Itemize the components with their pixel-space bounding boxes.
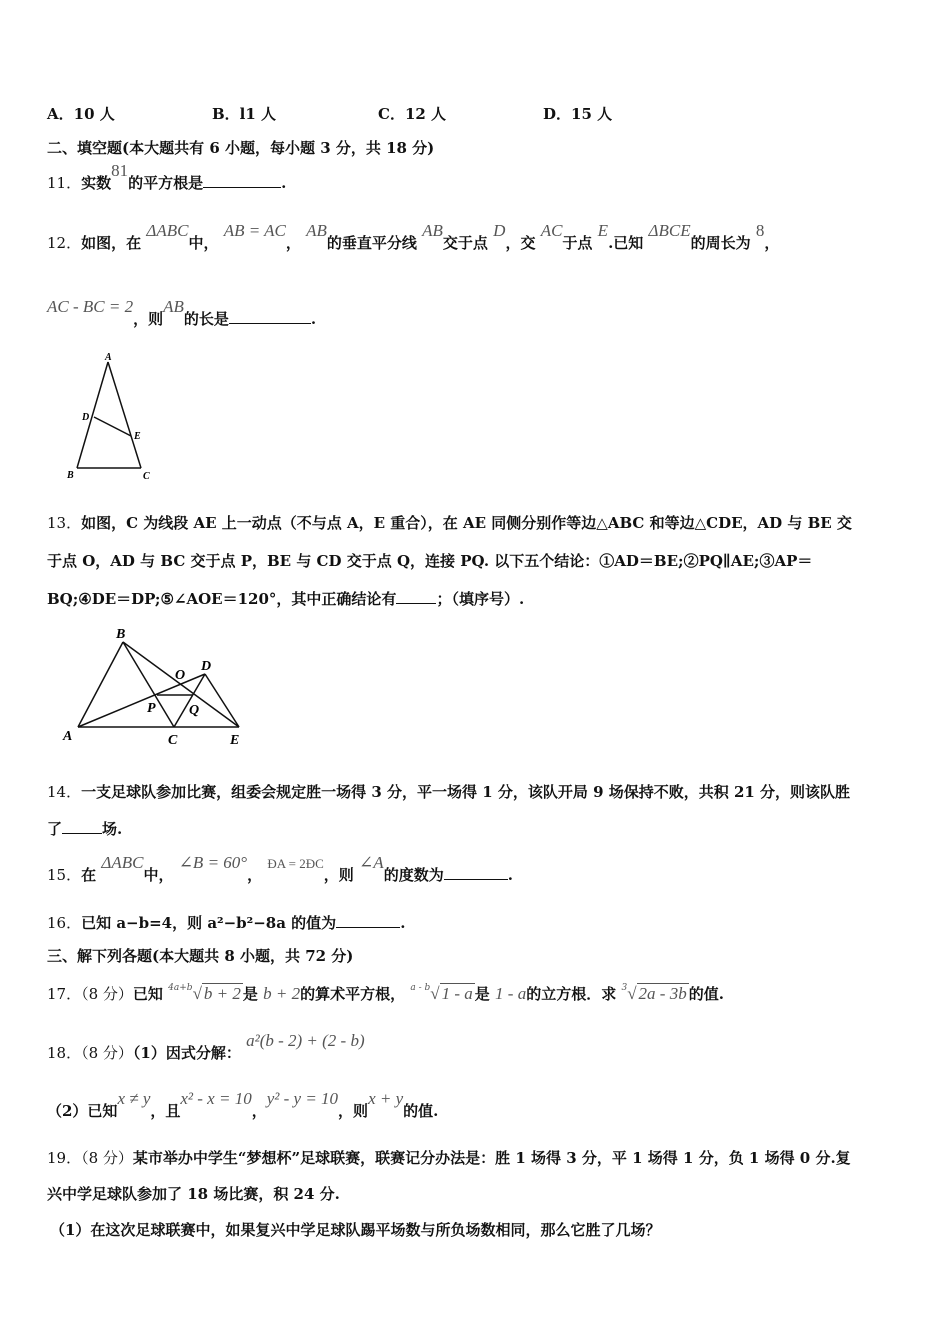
q15-number: 15． [47, 866, 82, 884]
q12-text: .已知 [608, 234, 644, 252]
q17-text: 的立方根．求 [526, 985, 617, 1003]
q15-math: ∠A [359, 853, 384, 872]
fig1-label: E [134, 431, 141, 442]
question-19-part1: （1）在这次足球联赛中，如果复兴中学足球队踢平场数与所负场数相同，那么它胜了几场？ [50, 1221, 661, 1239]
q12-math: AB [163, 297, 184, 316]
question-13-line3 [47, 588, 524, 609]
q14-number: 14． [47, 783, 82, 801]
option-c: C．12 人 [378, 105, 447, 123]
q15-text: ，则 [323, 866, 354, 884]
q19-line1: 某市举办中学生“梦想杯”足球联赛，联赛记分办法是：胜 1 场得 3 分，平 1 场得 1 分，负 1 场得 0 分.复 [132, 1149, 851, 1167]
question-13-line2: 于点 O，AD 与 BC 交于点 P，BE 与 CD 交于点 Q，连接 PQ. 以下五个结论：①AD＝BE;②PQ∥AE;③AP＝ [47, 552, 813, 570]
option-a: A．10 人 [47, 105, 115, 123]
q15-text: 在 [81, 866, 97, 884]
q16-blank [336, 913, 400, 928]
q17-points: （8 分） [81, 985, 133, 1003]
question-18 [47, 1031, 365, 1063]
q12-math: AB = AC [223, 221, 286, 240]
q17-math: b + 2 [263, 984, 301, 1003]
q18-math: a²(b - 2) + (2 - b) [246, 1031, 365, 1050]
q13-line3a: BQ;④DE＝DP;⑤∠AOE＝120°，其中正确结论有 [47, 590, 397, 608]
q17-root-index: 4a+b [168, 983, 193, 993]
q18-text: ，且 [150, 1102, 181, 1120]
q11-blank [203, 173, 281, 188]
q15-math: ÐA = 2ÐC [267, 856, 324, 871]
q18-points: （8 分） [81, 1044, 133, 1062]
q18-math: x² - x = 10 [180, 1089, 252, 1108]
q12-math: ΔABC [146, 221, 189, 240]
question-15: 15．在 ΔABC中， ∠B = 60°， ÐA = 2ÐC，则 ∠A的度数为 . [47, 853, 513, 884]
q18-text: 的值. [403, 1102, 439, 1120]
q12-text: ，则 [133, 310, 164, 328]
fig2-edge [78, 642, 123, 727]
q12-text: 中， [188, 234, 219, 252]
q18-text: ， [251, 1102, 267, 1120]
fig2-label: Q [189, 703, 200, 718]
section-heading-solve: 三、解下列各题(本大题共 8 小题，共 72 分) [47, 947, 354, 965]
q12-math: AB [306, 221, 327, 240]
question-12-cont: AC - BC = 2，则AB的长是 . [47, 297, 317, 328]
q19-points: （8 分） [81, 1149, 133, 1167]
q15-text: 的度数为 [383, 866, 444, 884]
fig2-edge [205, 674, 239, 727]
q12-number: 12． [47, 234, 82, 252]
q11-math: 81 [111, 161, 129, 180]
q17-number: 17． [47, 985, 82, 1003]
q12-text: ，交 [505, 234, 536, 252]
q12-math: E [597, 221, 609, 240]
q18-math: x + y [368, 1089, 404, 1108]
q13-blank [396, 589, 436, 604]
fig2-label: E [230, 733, 240, 748]
q12-text: 的垂直平分线 [326, 234, 417, 252]
q15-text: ， [247, 866, 263, 884]
q14-text: 了 [47, 820, 63, 838]
fig2-label: D [201, 659, 212, 674]
q12-text: 的长是 [183, 310, 229, 328]
q17-radicand: 2a - 3b [638, 984, 687, 1003]
q15-text: 中， [143, 866, 174, 884]
q18-math: y² - y = 10 [266, 1089, 339, 1108]
q12-math: AB [422, 221, 443, 240]
q12-text: ， [285, 234, 301, 252]
q12-text: 交于点 [442, 234, 488, 252]
q17-text: 已知 [132, 985, 163, 1003]
q11-number: 11． [47, 174, 82, 192]
q17-text: 是 [242, 985, 258, 1003]
figure-triangle-abc [60, 350, 160, 485]
q14-line1: 一支足球队参加比赛，组委会规定胜一场得 3 分，平一场得 1 分，该队开局 9 场保持不败，共积 21 分，则该队胜 [81, 783, 851, 801]
q12-blank [229, 309, 311, 324]
q17-root-index: 3 [621, 983, 628, 993]
q17-radicand: b + 2 [203, 984, 241, 1003]
q12-text: 如图，在 [81, 234, 142, 252]
fig1-edge [108, 362, 141, 468]
q15-blank [444, 865, 508, 880]
question-19-line2: 兴中学足球队参加了 18 场比赛，积 24 分. [47, 1185, 340, 1203]
q17-text: 的算术平方根， [300, 985, 406, 1003]
figure-equilateral-triangles [60, 622, 255, 752]
fig1-label: A [105, 352, 112, 363]
question-19 [47, 1147, 851, 1168]
option-b: B．l1 人 [212, 105, 277, 123]
q14-text: 场. [102, 820, 123, 838]
q12-math: AC [540, 221, 563, 240]
fig2-label: O [175, 668, 186, 683]
fig2-label: A [63, 729, 73, 744]
question-16: 16．已知 a−b=4，则 a²−b²−8a 的值为 . [47, 914, 406, 932]
q13-number: 13． [47, 514, 82, 532]
q16-text: 已知 a−b=4，则 a²−b²−8a 的值为 [81, 914, 337, 932]
q11-post: 的平方根是 [128, 174, 204, 192]
q19-number: 19． [47, 1149, 82, 1167]
fig1-label: B [67, 470, 74, 481]
fig2-label: C [168, 733, 178, 748]
q18-math: x ≠ y [117, 1089, 151, 1108]
q12-text: 的周长为 [690, 234, 751, 252]
q17-text: 是 [474, 985, 490, 1003]
q16-number: 16． [47, 914, 82, 932]
q18-text: ，则 [338, 1102, 369, 1120]
q17-radicand: 1 - a [441, 984, 473, 1003]
fig1-label: D [82, 412, 90, 423]
fig2-label: B [116, 627, 126, 642]
question-18-part2 [47, 1089, 439, 1121]
question-17: 17．（8 分）已知 $^{4a+b}$√ b + 2 是 b + 2的算术平方根， $^{a - b}$√ 1 - a 是 1 - a的立方根．求 $^3$√ 2a - 3b 的值. [47, 983, 724, 1003]
fig2-edge [78, 674, 205, 727]
q12-math: D [493, 221, 506, 240]
fig1-label: C [143, 471, 150, 482]
question-11: 11．实数81的平方根是 . [47, 161, 287, 192]
q15-math: ∠B = 60° [178, 853, 248, 872]
q11-pre: 实数 [81, 174, 112, 192]
q18-text: （2）已知 [47, 1102, 118, 1120]
q12-math: 8 [755, 221, 765, 240]
q17-text: 的值. [688, 985, 724, 1003]
section-heading-fill-in: 二、填空题(本大题共有 6 小题，每小题 3 分，共 18 分) [47, 139, 435, 157]
fig2-label: P [147, 701, 156, 716]
question-14 [47, 781, 850, 802]
q12-text: 于点 [562, 234, 593, 252]
q17-root-index: a - b [410, 983, 431, 993]
option-d: D．15 人 [543, 105, 613, 123]
question-13 [47, 512, 852, 533]
q17-math: 1 - a [495, 984, 527, 1003]
q12-math: AC - BC = 2 [47, 297, 134, 316]
q18-number: 18． [47, 1044, 82, 1062]
q12-math: ΔBCE [648, 221, 691, 240]
q18-part1: （1）因式分解： [132, 1044, 241, 1062]
q13-line3b: ；（填序号）. [436, 590, 525, 608]
q12-text: ， [764, 234, 780, 252]
q15-math: ΔABC [101, 853, 144, 872]
q14-blank [62, 819, 102, 834]
q13-line1: 如图，C 为线段 AE 上一动点（不与点 A，E 重合），在 AE 同侧分别作等边△ABC 和等边△CDE，AD 与 BE 交 [81, 514, 852, 532]
question-14-line2 [47, 818, 122, 839]
question-12 [47, 221, 780, 253]
